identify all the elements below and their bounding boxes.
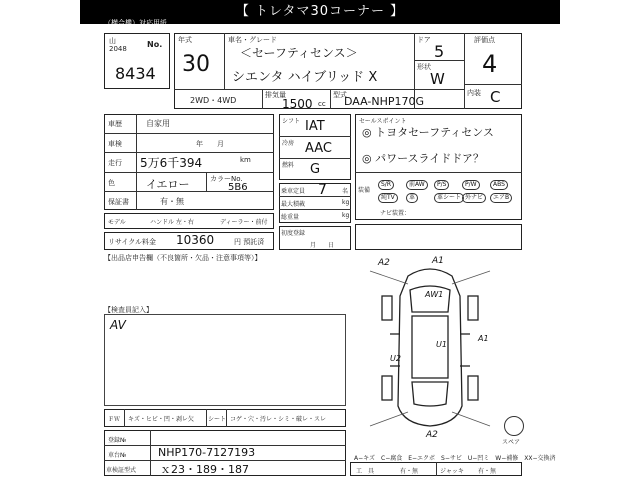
capacity-unit: 名 bbox=[342, 188, 349, 195]
damage-mark-3: AW1 bbox=[425, 290, 444, 299]
damage-mark-7: A2 bbox=[426, 430, 438, 440]
fw-items: キズ・ヒビ・凹・剥レ欠 bbox=[128, 416, 194, 423]
warranty-label: 保証書 bbox=[108, 198, 129, 206]
sheet-items: コゲ・穴・汚レ・シミ・破レ・スレ bbox=[230, 416, 327, 423]
interior-value: C bbox=[490, 88, 501, 106]
color-label: 色 bbox=[108, 179, 115, 187]
sales-point-2: ◎ パワースライドドア？ bbox=[362, 152, 484, 165]
lot-number: 8434 bbox=[115, 64, 156, 83]
shift-value: IAT bbox=[305, 119, 325, 134]
drive-label: 2WD・4WD bbox=[190, 96, 237, 105]
recycle-label: リサイクル料金 bbox=[108, 238, 157, 246]
inspector-box bbox=[104, 314, 346, 406]
legend-text: A−キズ C−腐食 E−エクボ S−サビ U−凹ミ W−補修 XX−交換済 bbox=[354, 455, 556, 462]
km-label: km bbox=[240, 156, 251, 164]
damage-mark-5: A1 bbox=[478, 334, 489, 343]
lot-code: 山 2048 bbox=[109, 37, 127, 53]
shaken-label: 車検 bbox=[108, 140, 122, 148]
tool-label: 工 具 bbox=[356, 468, 375, 475]
interior-label: 内装 bbox=[467, 89, 481, 97]
inspector-note: AV bbox=[110, 318, 126, 332]
max-load-unit: kg bbox=[342, 199, 350, 206]
displacement-label: 排気量 bbox=[265, 91, 286, 99]
cooler-value: AAC bbox=[305, 141, 332, 156]
equipment-option: P/W bbox=[462, 180, 480, 190]
capacity-label: 乗車定員 bbox=[281, 188, 306, 195]
model-note-label: モデル bbox=[108, 219, 126, 226]
history-label: 車歴 bbox=[108, 120, 122, 128]
grade-value: 4 bbox=[482, 50, 498, 78]
model-value: DAA-NHP170G bbox=[344, 95, 425, 108]
chassis-label: 車台№ bbox=[108, 452, 127, 459]
equipment-option: P/S bbox=[434, 180, 449, 190]
mileage-label: 走行 bbox=[108, 159, 122, 167]
spare-tire-icon bbox=[504, 416, 524, 436]
shift-label: シフト bbox=[282, 118, 301, 125]
total-weight-label: 総重量 bbox=[281, 214, 300, 221]
damage-mark-4: U1 bbox=[436, 340, 447, 349]
cert-value: ｘ23・189・187 bbox=[160, 463, 249, 476]
equipment-option: 革 bbox=[406, 193, 418, 203]
mileage-value: 5万6千394 bbox=[140, 156, 203, 170]
year-label: 年式 bbox=[178, 36, 192, 44]
color-value: イエロー bbox=[146, 178, 190, 191]
color-no-label: カラーNo. bbox=[210, 175, 243, 183]
lot-no-label: No. bbox=[147, 40, 163, 49]
chassis-value: NHP170-7127193 bbox=[158, 446, 256, 459]
fuel-value: G bbox=[310, 162, 321, 177]
equipment-option: 純TV bbox=[378, 193, 398, 203]
damage-mark-6: U2 bbox=[390, 354, 401, 363]
corner-banner: 【 トレタマ30コーナー 】 bbox=[80, 0, 560, 24]
doors-label: ドア bbox=[417, 36, 431, 44]
total-weight-unit: kg bbox=[342, 212, 350, 219]
shaken-unit: 年 月 bbox=[196, 140, 224, 148]
spare-label: スペア bbox=[502, 439, 521, 446]
fw-label: ＦＷ bbox=[108, 416, 121, 423]
damage-mark-2: A1 bbox=[432, 256, 444, 266]
displacement-value: 1500 bbox=[282, 97, 313, 111]
equipment-option: 外ナビ bbox=[462, 193, 486, 203]
warranty-value: 有・無 bbox=[160, 197, 184, 206]
name-line2: シエンタ ハイブリッド X bbox=[232, 70, 378, 85]
sheet-label: シート bbox=[208, 416, 227, 423]
handle-label: ハンドル 左・右 bbox=[150, 219, 194, 226]
sales-point-1: ◎ トヨタセーフティセンス bbox=[362, 126, 494, 139]
max-load-label: 最大積載 bbox=[281, 201, 306, 208]
name-label: 車名・グレード bbox=[228, 36, 277, 44]
shape-value: W bbox=[430, 70, 445, 88]
venue-label: （横合機）対応用紙 bbox=[104, 19, 167, 27]
inspector-label: 【検査員記入】 bbox=[104, 306, 153, 314]
first-reg-unit: 月 日 bbox=[310, 242, 335, 249]
car-diagram bbox=[360, 256, 500, 441]
equipment-option: S/R bbox=[378, 180, 394, 190]
tool-value: 有・無 bbox=[400, 468, 419, 475]
history-value: 自家用 bbox=[146, 119, 170, 128]
model-label: 型式 bbox=[333, 91, 347, 99]
equipment-option: 前AW bbox=[406, 180, 428, 190]
shape-label: 形状 bbox=[417, 63, 431, 71]
equipment-label: 装備 bbox=[358, 187, 371, 194]
equipment-option: エアB bbox=[490, 193, 512, 203]
equipment-option: ABS bbox=[490, 180, 508, 190]
year-value: 30 bbox=[182, 52, 210, 77]
first-reg-label: 初度登録 bbox=[281, 230, 306, 237]
capacity-value: 7 bbox=[318, 182, 327, 198]
cert-label: 車検証型式 bbox=[106, 467, 137, 474]
grade-label: 評価点 bbox=[474, 36, 495, 44]
jack-label: ジャッキ bbox=[440, 468, 464, 475]
doors-value: 5 bbox=[434, 42, 445, 61]
color-no-value: 5B6 bbox=[228, 182, 248, 193]
recycle-value: 10360 bbox=[176, 233, 215, 247]
damage-mark-1: A2 bbox=[378, 258, 390, 268]
lot-box bbox=[104, 33, 170, 89]
jack-value: 有・無 bbox=[478, 468, 497, 475]
recycle-unit: 円 預託済 bbox=[234, 238, 265, 246]
cc-label: cc bbox=[318, 100, 326, 108]
dealer-label: ディーラー・前付 bbox=[220, 219, 268, 226]
fuel-label: 燃料 bbox=[282, 162, 295, 169]
exhibitor-note: 【出品店申告欄（不良箇所・欠品・注意事項等）】 bbox=[104, 254, 262, 262]
equipment-option: 革シート bbox=[434, 193, 464, 203]
reg-label: 登録№ bbox=[108, 437, 127, 444]
name-line1: ＜セーフティセンス＞ bbox=[240, 46, 358, 60]
blank-box bbox=[355, 224, 522, 250]
cooler-label: 冷房 bbox=[282, 140, 295, 147]
navi-label: ナビ装置： bbox=[380, 210, 411, 217]
sales-points-label: セールスポイント bbox=[359, 118, 407, 125]
